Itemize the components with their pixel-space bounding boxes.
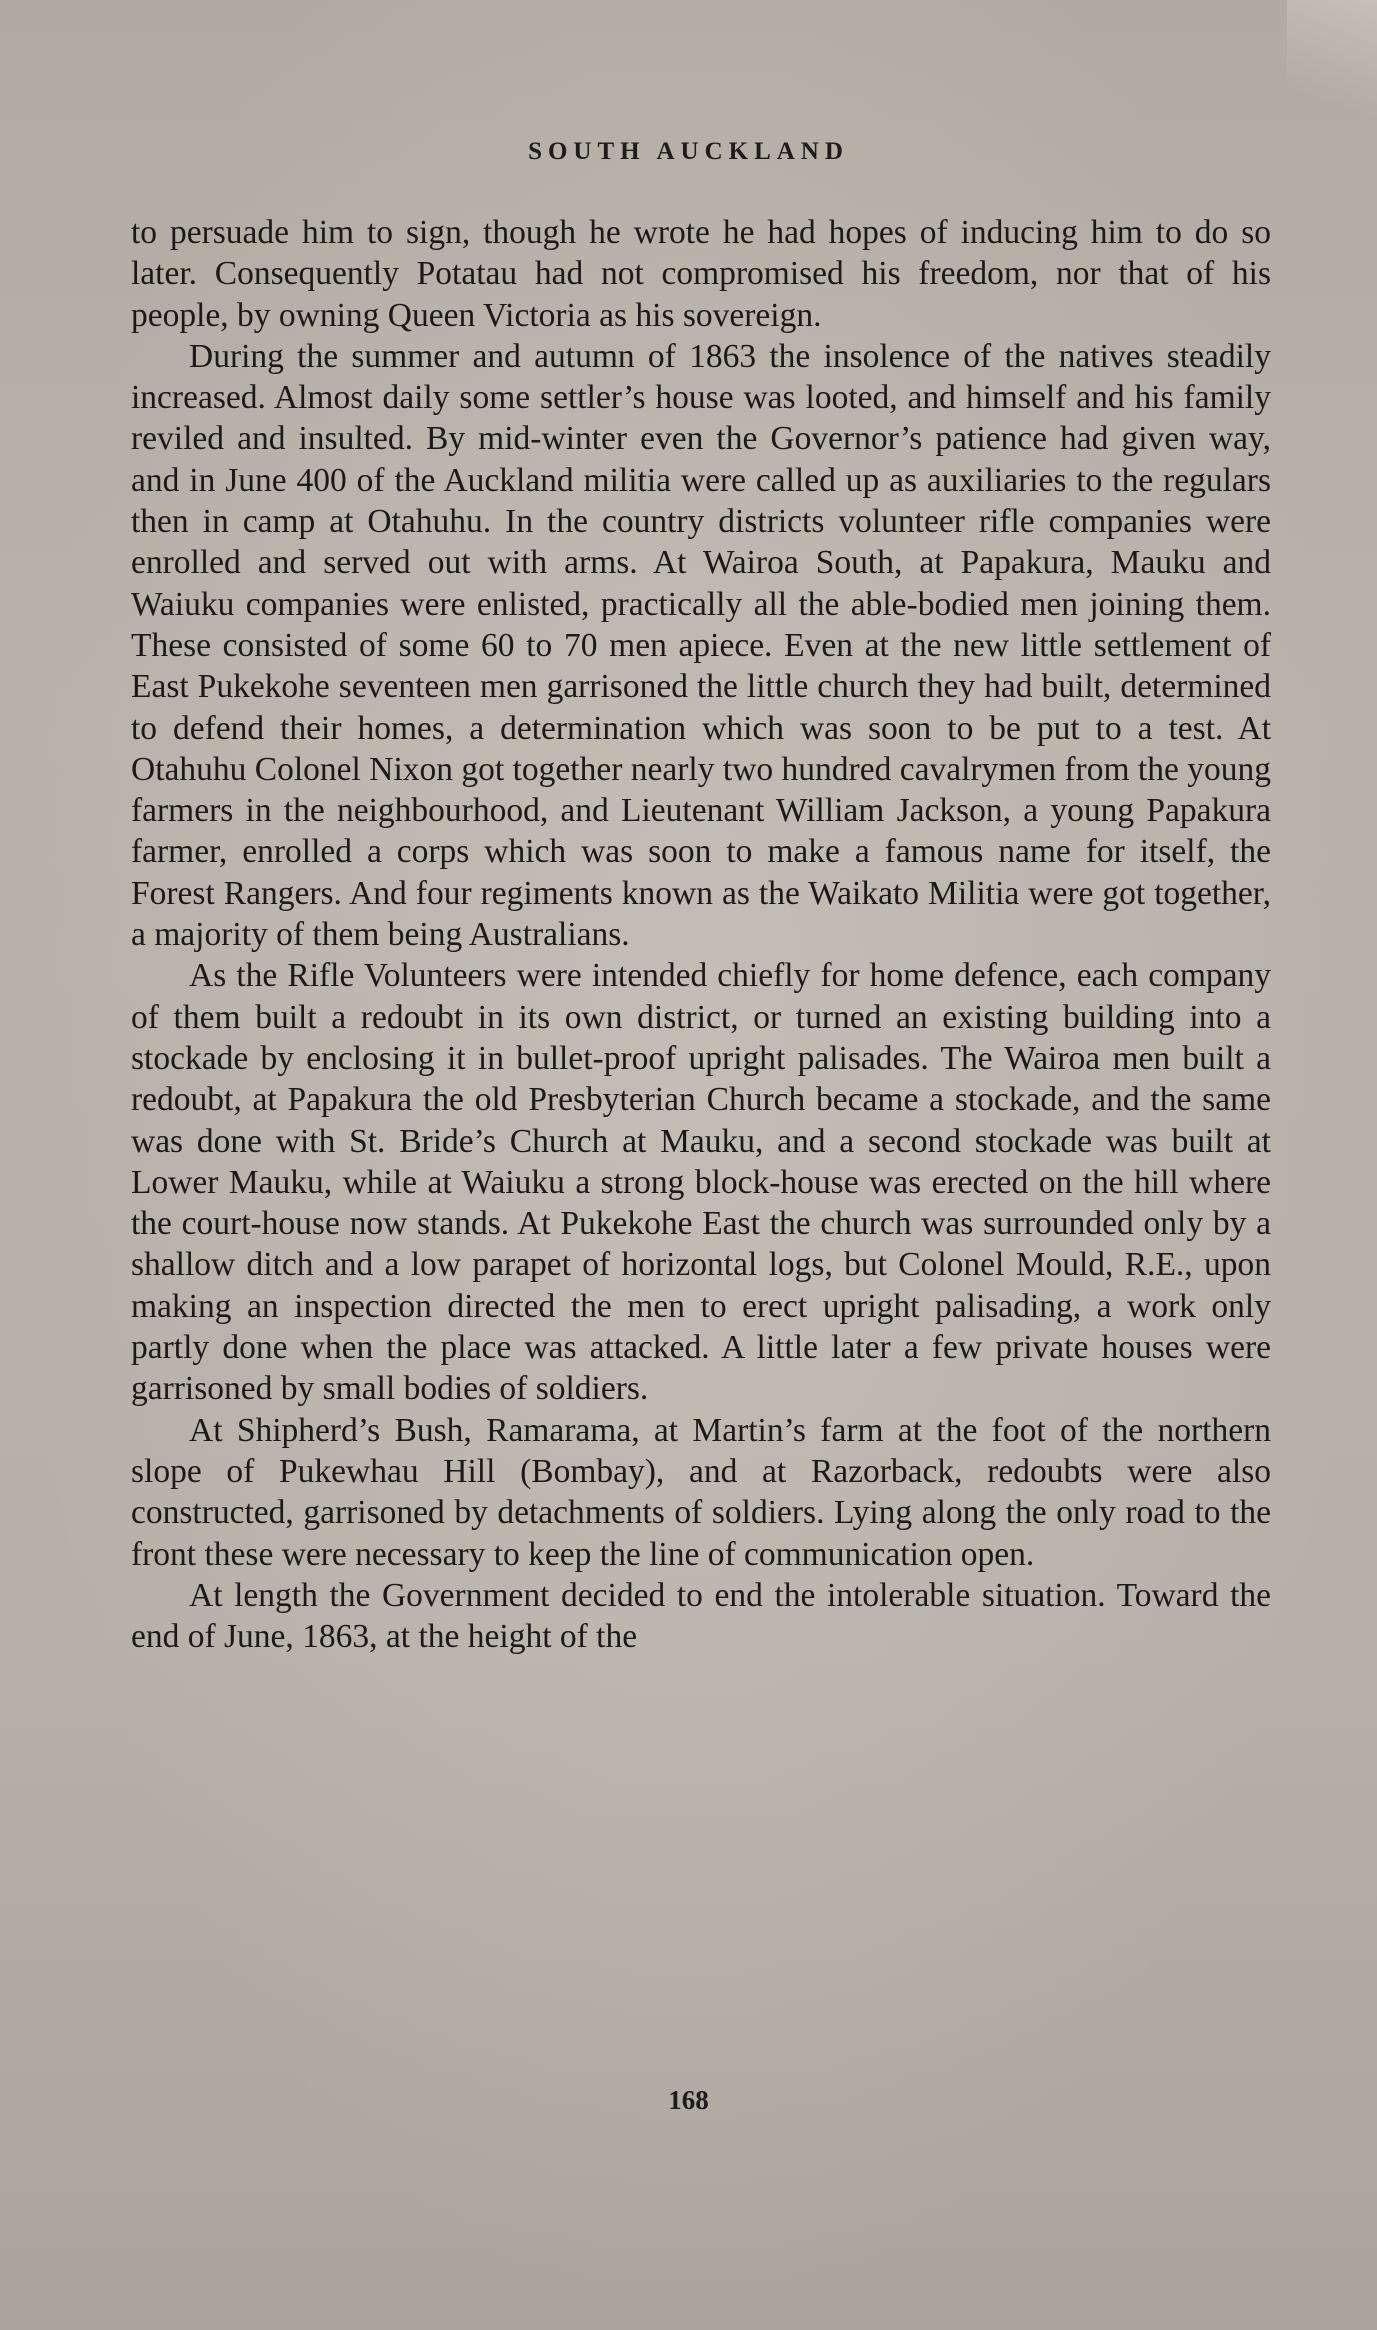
paragraph-4: At Shipherd’s Bush, Ramarama, at Martin’s farm at the foot of the northern slope of Pukewhau Hill (Bombay), and at Razorback, redoubts were also constructed, garrisoned by detachments of soldiers. Lying along the only road to the front these were necessary to keep the line of communication open.: [131, 1411, 1271, 1573]
body-text: [131, 212, 1271, 1657]
running-head: SOUTH AUCKLAND: [528, 138, 849, 165]
page-number: 168: [668, 2085, 709, 2115]
paragraph-3: As the Rifle Volunteers were intended chiefly for home defence, each company of them built a redoubt in its own district, or turned an existing building into a stockade by enclosing it in bullet-proof upright palisades. The Wairoa men built a redoubt, at Papakura the old Presbyterian Church became a stockade, and the same was done with St. Bride’s Church at Mauku, and a second stockade was built at Lower Mauku, while at Waiuku a strong block-house was erected on the hill where the court-house now stands. At Pukekohe East the church was surrounded only by a shallow ditch and a low parapet of horizontal logs, but Colonel Mould, R.E., upon making an inspection directed the men to erect upright palisading, a work only partly done when the place was attacked. A little later a few private houses were garrisoned by small bodies of soldiers.: [131, 957, 1271, 1408]
paragraph-5: At length the Government decided to end the intolerable situation. Toward the end of June, 1863, at the height of the: [131, 1576, 1271, 1656]
paragraph-1: to persuade him to sign, though he wrote he had hopes of inducing him to do so later. Consequently Potatau had not compromised his freedom, nor that of his people, by owning Queen Victoria as his sovereign.: [131, 214, 1271, 334]
paragraph-2: During the summer and autumn of 1863 the insolence of the natives steadily increased. Almost daily some settler’s house was looted, and himself and his family reviled and insulted. By mid-winter even the Governor’s patience had given way, and in June 400 of the Auckland militia were called up as auxiliaries to the regulars then in camp at Otahuhu. In the country districts volunteer rifle companies were enrolled and served out with arms. At Wairoa South, at Papakura, Mauku and Waiuku companies were enlisted, practically all the able-bodied men joining them. These consisted of some 60 to 70 men apiece. Even at the new little settlement of East Pukekohe seventeen men garrisoned the little church they had built, determined to defend their homes, a determination which was soon to be put to a test. At Otahuhu Colonel Nixon got together nearly two hundred cavalrymen from the young farmers in the neighbourhood, and Lieutenant William Jackson, a young Papakura farmer, enrolled a corps which was soon to make a famous name for itself, the Forest Rangers. And four regiments known as the Waikato Militia were got together, a majority of them being Australians.: [131, 337, 1271, 954]
